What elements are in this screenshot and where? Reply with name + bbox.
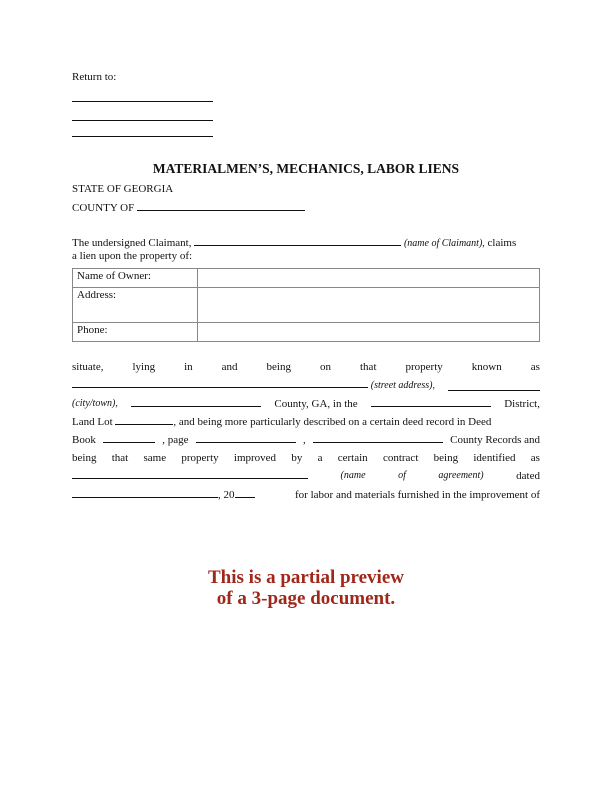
return-to-line-3[interactable] [72,127,213,137]
book-blank[interactable] [103,433,155,443]
claimant-blank[interactable] [194,236,401,246]
street-blank[interactable] [72,378,368,388]
owner-phone-label: Phone: [73,323,198,342]
year-blank[interactable] [235,488,255,498]
state-label: STATE OF GEORGIA [72,183,174,195]
body-line-8: , 20 for labor and materials furnished in the improvement of [72,488,540,502]
records-county-blank[interactable] [313,433,443,443]
owner-address-label: Address: [73,288,198,323]
owner-phone-field[interactable] [198,323,540,342]
return-to-line-1[interactable] [72,92,213,102]
owner-name-label: Name of Owner: [73,269,198,288]
county-line: COUNTY OF [72,201,540,215]
body-line-4: Land Lot , and being more particularly described on a certain deed record in Deed [72,416,492,428]
agreement-blank[interactable] [72,469,308,479]
body-line-2: (street address), [72,378,540,393]
claimant-line: The undersigned Claimant, (name of Claimant), claims [72,237,517,249]
owner-table [72,268,540,342]
claimant-line-2: a lien upon the property of: [72,250,193,262]
body-line-6: being that same property improved by a certain contract being identified as [72,452,540,464]
page-blank[interactable] [196,433,296,443]
body-line-7: (name of agreement) dated [72,469,540,483]
date-blank[interactable] [72,488,218,498]
return-to-line-2[interactable] [72,111,213,121]
land-lot-blank[interactable] [115,415,173,425]
return-to-label: Return to: [72,71,117,83]
city-blank[interactable] [448,381,540,391]
body-line-5: Book , page , County Records and [72,434,540,446]
owner-address-field[interactable] [198,288,540,323]
document-title: MATERIALMEN’S, MECHANICS, LABOR LIENS [152,161,460,176]
body-line-1: situate, lying in and being on that property known as [72,361,540,373]
county-name-blank[interactable] [131,397,261,407]
partial-preview-notice: This is a partial preview of a 3-page document. [208,567,404,609]
body-line-3: (city/town), County, GA, in the District, [72,398,540,410]
district-blank[interactable] [371,397,491,407]
owner-name-field[interactable] [198,269,540,288]
county-blank[interactable] [137,201,305,211]
